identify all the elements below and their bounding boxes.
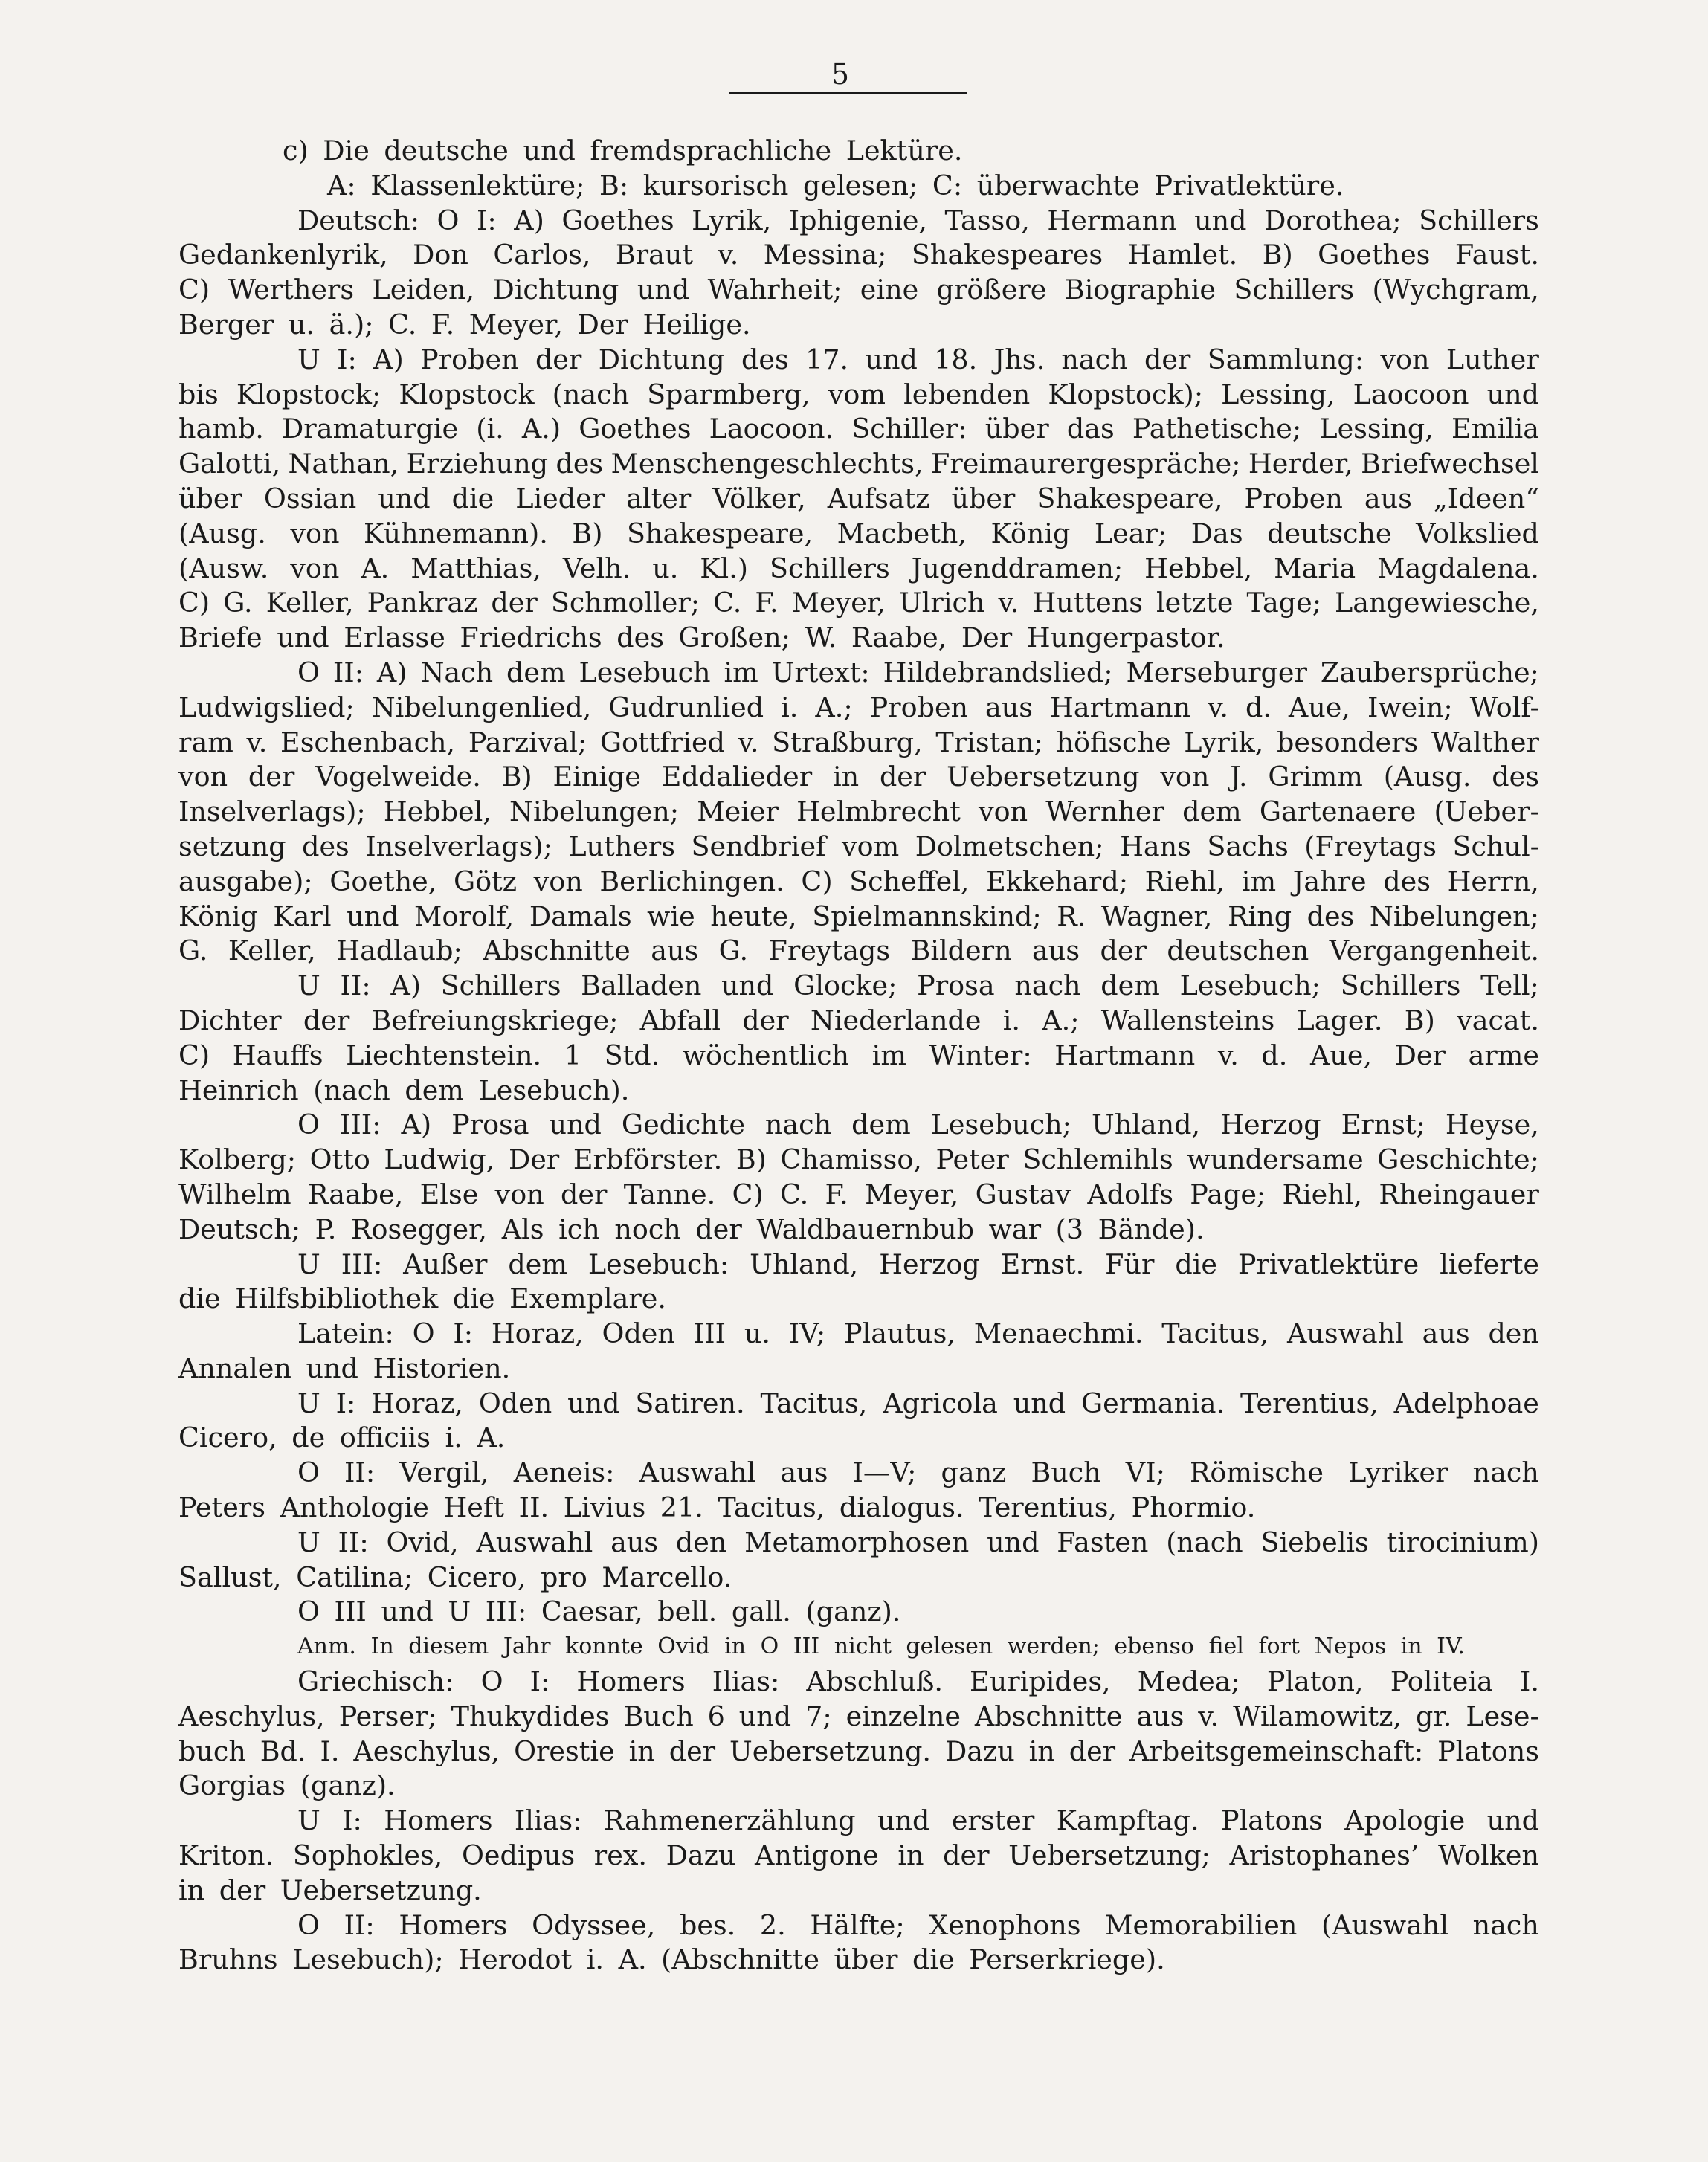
- text-line: Briefe und Erlasse Friedrichs des Großen; W. Raabe, Der Hungerpastor.: [178, 622, 1225, 654]
- text-line: Sallust, Catilina; Cicero, pro Marcello.: [178, 1561, 732, 1593]
- text-line: König Karl und Morolf, Damals wie heute, Spielmannskind; R. Wagner, Ring des Nibelungen;: [178, 900, 1539, 932]
- text-line: Annalen und Historien.: [178, 1352, 511, 1384]
- text-line: Berger u. ä.); C. F. Meyer, Der Heilige.: [178, 308, 751, 341]
- text-line: c) Die deutsche und fremdsprachliche Lektüre.: [283, 135, 963, 167]
- text-line: C) G. Keller, Pankraz der Schmoller; C. F. Meyer, Ulrich v. Huttens letzte Tage; Langewiesche,: [178, 587, 1539, 619]
- text-line: Wilhelm Raabe, Else von der Tanne. C) C. F. Meyer, Gustav Adolfs Page; Riehl, Rheingauer: [178, 1178, 1539, 1210]
- text-line: Anm. In diesem Jahr konnte Ovid in O III nicht gelesen werden; ebenso fiel fort Nepos in IV.: [297, 1633, 1465, 1660]
- text-line: O II: Vergil, Aeneis: Auswahl aus I—V; ganz Buch VI; Römische Lyriker nach: [297, 1456, 1539, 1489]
- text-line: hamb. Dramaturgie (i. A.) Goethes Laocoon. Schiller: über das Pathetische; Lessing, Emilia: [178, 413, 1539, 445]
- text-line: G. Keller, Hadlaub; Abschnitte aus G. Freytags Bildern aus der deutschen Vergangenheit.: [178, 935, 1539, 967]
- text-line: Ludwigslied; Nibelungenlied, Gudrunlied i. A.; Proben aus Hartmann v. d. Aue, Iwein; Wolf-: [178, 691, 1539, 723]
- text-line: Dichter der Befreiungskriege; Abfall der Niederlande i. A.; Wallensteins Lager. B) vacat.: [178, 1004, 1539, 1036]
- text-line: (Ausw. von A. Matthias, Velh. u. Kl.) Schillers Jugenddramen; Hebbel, Maria Magdalena.: [178, 552, 1539, 584]
- text-line: die Hilfsbibliothek die Exemplare.: [178, 1282, 667, 1315]
- text-line: Griechisch: O I: Homers Ilias: Abschluß. Euripides, Medea; Platon, Politeia I.: [297, 1665, 1539, 1698]
- page-number: 5: [831, 58, 850, 91]
- text-line: (Ausg. von Kühnemann). B) Shakespeare, Macbeth, König Lear; Das deutsche Volkslied: [178, 517, 1539, 549]
- text-line: U I: Homers Ilias: Rahmenerzählung und erster Kampftag. Platons Apologie und: [297, 1804, 1539, 1837]
- text-line: U I: A) Proben der Dichtung des 17. und 18. Jhs. nach der Sammlung: von Luther: [297, 343, 1539, 375]
- text-line: ram v. Eschenbach, Parzival; Gottfried v. Straßburg, Tristan; höfische Lyrik, besonders Walther: [178, 726, 1539, 758]
- text-line: Latein: O I: Horaz, Oden III u. IV; Plautus, Menaechmi. Tacitus, Auswahl aus den: [297, 1317, 1539, 1350]
- text-line: U III: Außer dem Lesebuch: Uhland, Herzog Ernst. Für die Privatlektüre lieferte: [297, 1248, 1539, 1280]
- document-body: [178, 134, 1539, 1978]
- text-line: U II: Ovid, Auswahl aus den Metamorphosen und Fasten (nach Siebelis tirocinium): [297, 1526, 1539, 1558]
- text-line: Gorgias (ganz).: [178, 1769, 396, 1802]
- text-line: Aeschylus, Perser; Thukydides Buch 6 und 7; einzelne Abschnitte aus v. Wilamowitz, gr. Lese-: [178, 1700, 1539, 1732]
- text-line: in der Uebersetzung.: [178, 1874, 482, 1906]
- text-line: C) Hauffs Liechtenstein. 1 Std. wöchentlich im Winter: Hartmann v. d. Aue, Der arme: [178, 1039, 1539, 1071]
- text-line: O II: A) Nach dem Lesebuch im Urtext: Hildebrandslied; Merseburger Zaubersprüche;: [297, 656, 1539, 688]
- text-line: Deutsch; P. Rosegger, Als ich noch der Waldbauernbub war (3 Bände).: [178, 1213, 1205, 1245]
- text-line: ausgabe); Goethe, Götz von Berlichingen. C) Scheffel, Ekkehard; Riehl, im Jahre des Herrn,: [178, 865, 1539, 897]
- text-line: Heinrich (nach dem Lesebuch).: [178, 1074, 630, 1106]
- text-line: setzung des Inselverlags); Luthers Sendbrief vom Dolmetschen; Hans Sachs (Freytags Schul-: [178, 830, 1539, 862]
- text-line: Galotti, Nathan, Erziehung des Menschengeschlechts, Freimaurergespräche; Herder, Briefwechsel: [178, 448, 1539, 480]
- text-line: über Ossian und die Lieder alter Völker, Aufsatz über Shakespeare, Proben aus „Ideen“: [178, 482, 1539, 514]
- text-line: bis Klopstock; Klopstock (nach Sparmberg, vom lebenden Klopstock); Lessing, Laocoon und: [178, 378, 1539, 410]
- text-line: Cicero, de officiis i. A.: [178, 1422, 506, 1454]
- text-line: U II: A) Schillers Balladen und Glocke; Prosa nach dem Lesebuch; Schillers Tell;: [297, 969, 1539, 1002]
- text-line: von der Vogelweide. B) Einige Eddalieder in der Uebersetzung von J. Grimm (Ausg. des: [178, 761, 1539, 793]
- text-line: C) Werthers Leiden, Dichtung und Wahrheit; eine größere Biographie Schillers (Wychgram,: [178, 274, 1539, 306]
- text-line: Bruhns Lesebuch); Herodot i. A. (Abschnitte über die Perserkriege).: [178, 1943, 1165, 1976]
- text-line: Kriton. Sophokles, Oedipus rex. Dazu Antigone in der Uebersetzung; Aristophanes’ Wolken: [178, 1839, 1539, 1872]
- text-line: A: Klassenlektüre; B: kursorisch gelesen; C: überwachte Privatlektüre.: [327, 169, 1344, 201]
- text-line: Kolberg; Otto Ludwig, Der Erbförster. B) Chamisso, Peter Schlemihls wundersame Geschichte;: [178, 1143, 1539, 1176]
- text-line: buch Bd. I. Aeschylus, Orestie in der Uebersetzung. Dazu in der Arbeitsgemeinschaft: Platons: [178, 1735, 1539, 1767]
- text-line: Gedankenlyrik, Don Carlos, Braut v. Messina; Shakespeares Hamlet. B) Goethes Faust.: [178, 239, 1539, 271]
- text-line: Deutsch: O I: A) Goethes Lyrik, Iphigenie, Tasso, Hermann und Dorothea; Schillers: [297, 204, 1539, 236]
- text-line: Peters Anthologie Heft II. Livius 21. Tacitus, dialogus. Terentius, Phormio.: [178, 1491, 1256, 1524]
- header-rule: [729, 92, 967, 94]
- text-line: O II: Homers Odyssee, bes. 2. Hälfte; Xenophons Memorabilien (Auswahl nach: [297, 1908, 1539, 1941]
- text-line: O III: A) Prosa und Gedichte nach dem Lesebuch; Uhland, Herzog Ernst; Heyse,: [297, 1109, 1539, 1141]
- text-line: O III und U III: Caesar, bell. gall. (ganz).: [297, 1595, 901, 1628]
- text-line: U I: Horaz, Oden und Satiren. Tacitus, Agricola und Germania. Terentius, Adelphoae: [297, 1387, 1539, 1419]
- text-line: Inselverlags); Hebbel, Nibelungen; Meier Helmbrecht von Wernher dem Gartenaere (Ueber-: [178, 796, 1539, 828]
